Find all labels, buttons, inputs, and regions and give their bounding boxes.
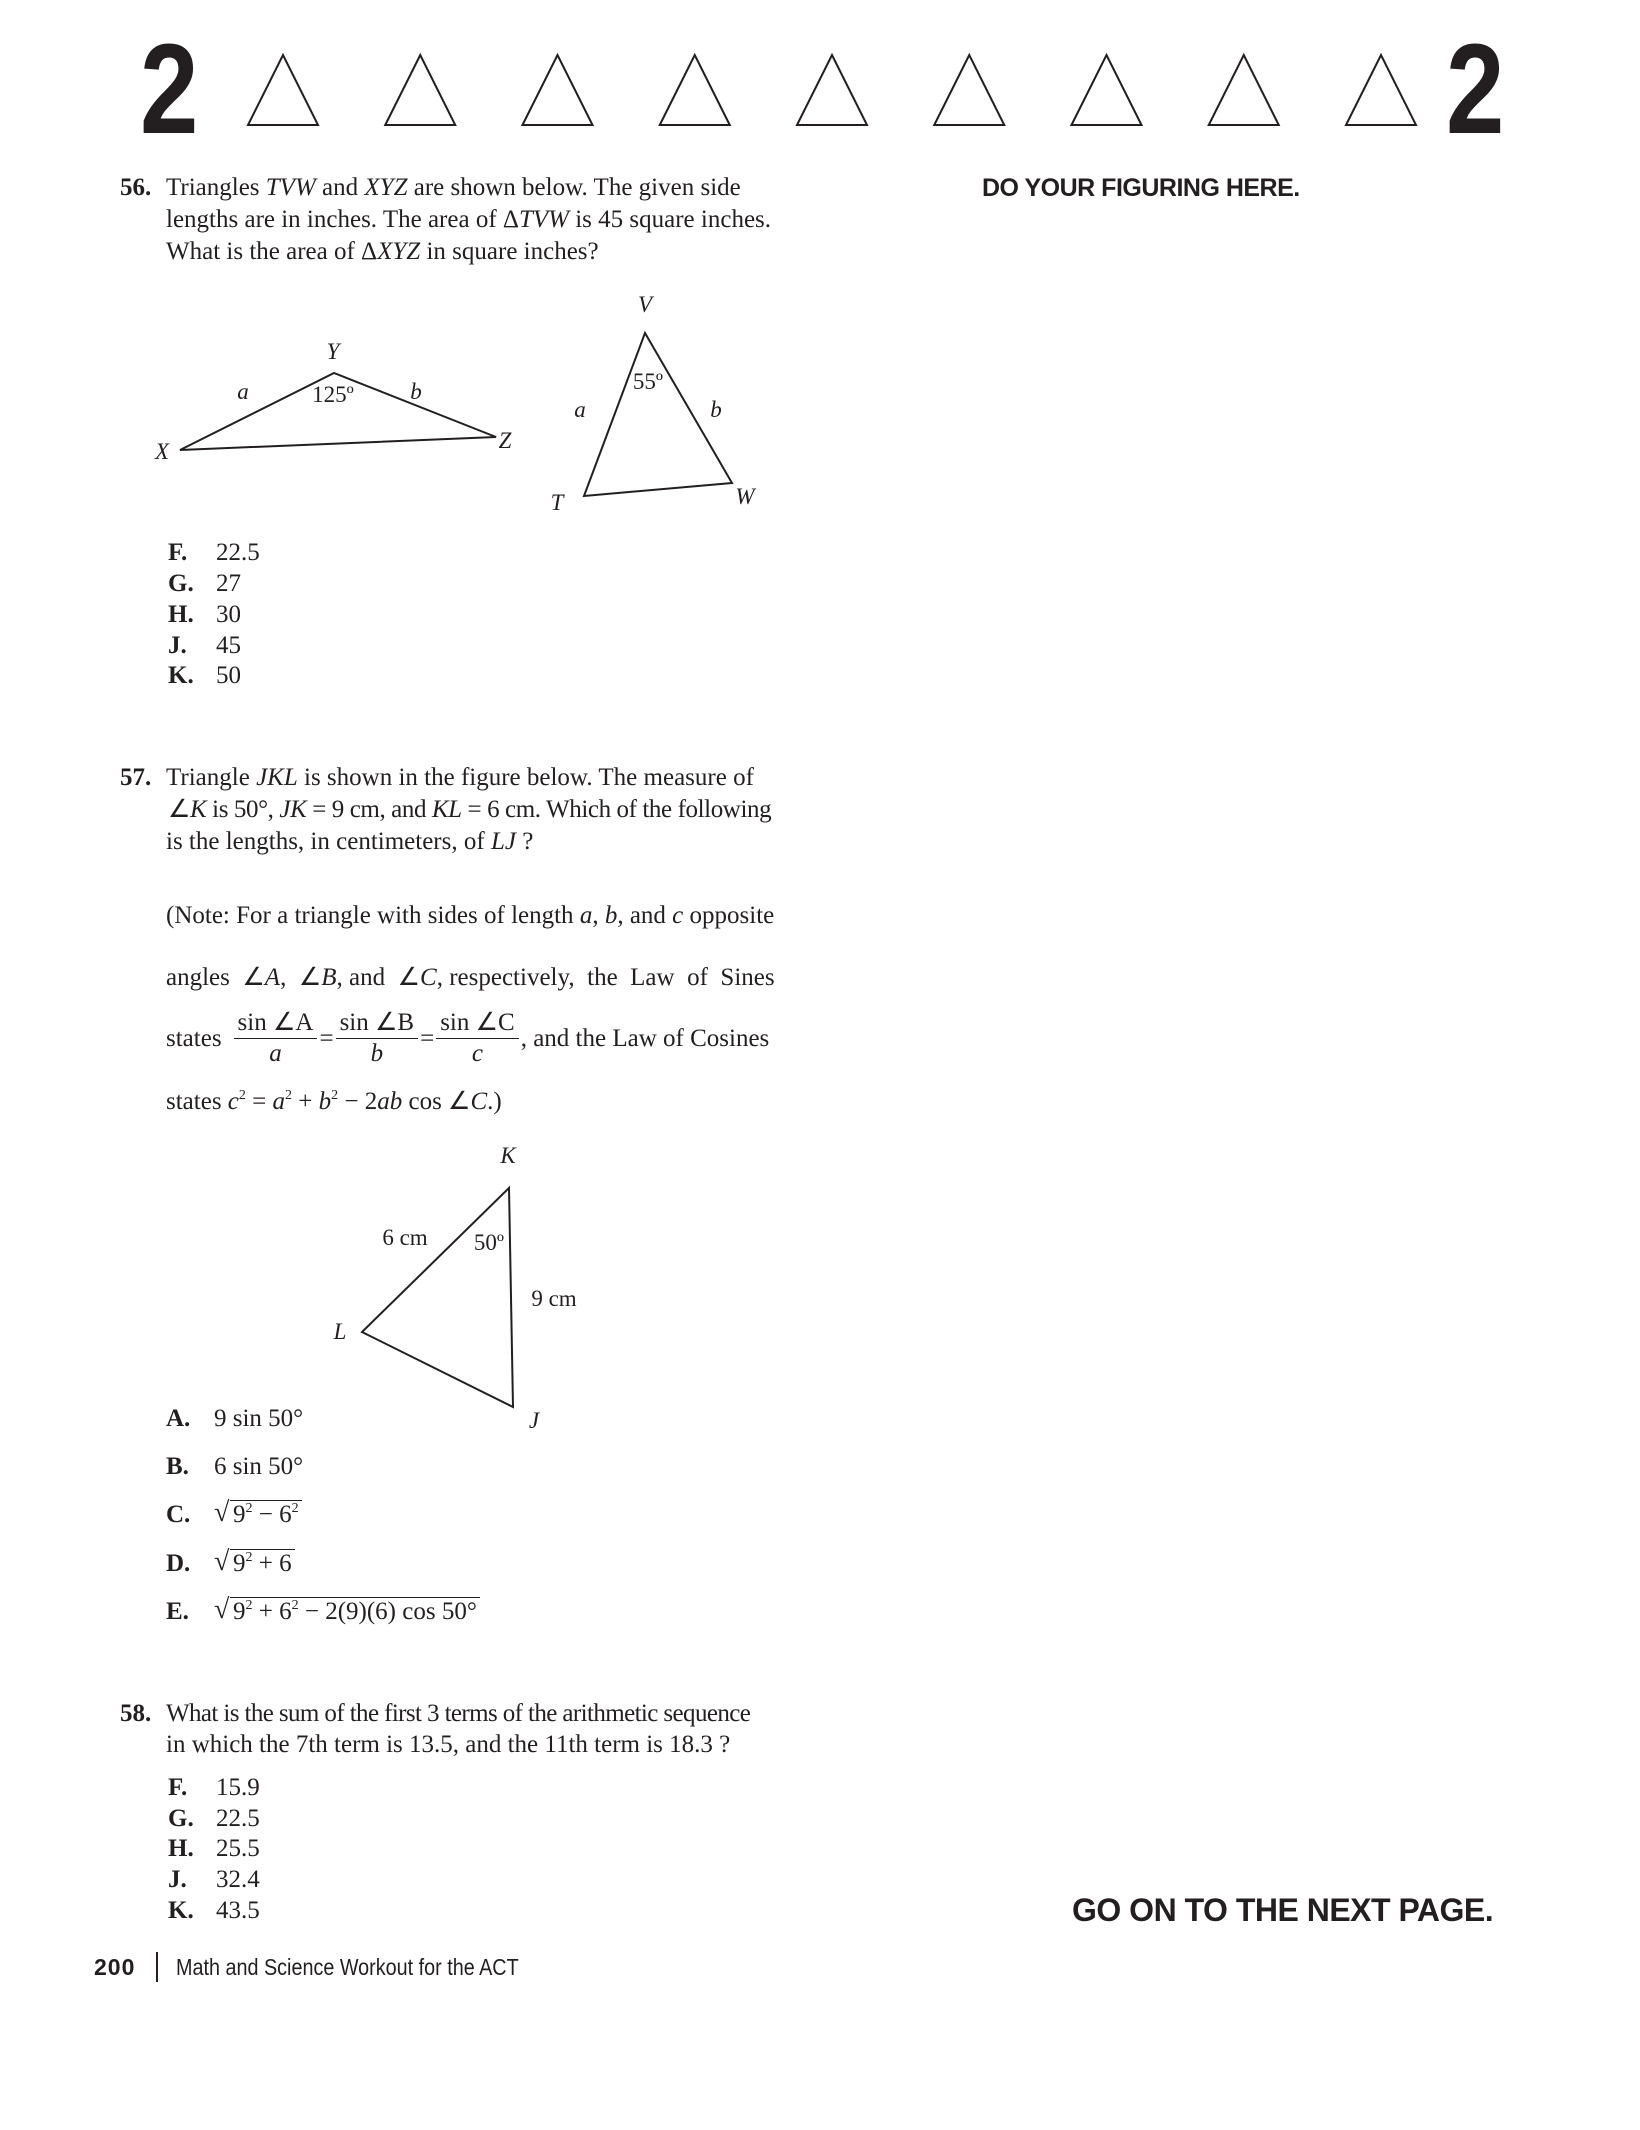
side-label-a: a bbox=[574, 397, 586, 422]
vertex-label-z: Z bbox=[498, 428, 512, 453]
choice-letter: B. bbox=[166, 1453, 189, 1480]
text: cos ∠ bbox=[402, 1088, 471, 1115]
choice-letter: E. bbox=[166, 1598, 189, 1625]
text: What is the area of Δ bbox=[166, 238, 378, 265]
answer-choice[interactable] bbox=[166, 1500, 302, 1530]
text: is shown in the figure below. The measure of bbox=[297, 764, 754, 791]
text: is 45 square inches. bbox=[568, 206, 772, 233]
denominator: a bbox=[269, 1040, 282, 1067]
choice-value: 25.5 bbox=[216, 1835, 260, 1862]
text: B bbox=[321, 964, 337, 991]
text: ? bbox=[515, 828, 534, 855]
exponent: 2 bbox=[245, 1598, 253, 1613]
triangle-jkl bbox=[362, 1188, 513, 1407]
text: , bbox=[592, 902, 605, 929]
choice-letter: K. bbox=[168, 1897, 194, 1924]
text: a bbox=[272, 1088, 286, 1115]
choice-letter: G. bbox=[168, 570, 194, 597]
exponent: 2 bbox=[291, 1501, 299, 1516]
text: angles ∠ bbox=[166, 964, 265, 991]
vertex-label-y: Y bbox=[326, 339, 340, 364]
answer-choice[interactable] bbox=[166, 1549, 295, 1579]
text: − 2(9)(6) cos 50° bbox=[298, 1598, 477, 1625]
text: b bbox=[604, 902, 618, 929]
text: .) bbox=[487, 1088, 502, 1115]
footer-divider bbox=[156, 1952, 158, 1982]
choice-value: 15.9 bbox=[216, 1774, 260, 1801]
text: − 6 bbox=[252, 1501, 292, 1528]
answer-choice[interactable] bbox=[168, 1804, 260, 1834]
text: = bbox=[245, 1088, 273, 1115]
triangle-icon bbox=[1209, 55, 1279, 125]
text: , and the Law of Cosines bbox=[520, 1024, 770, 1052]
text: JK bbox=[279, 796, 307, 823]
text: LJ bbox=[490, 828, 516, 855]
side-label-b: b bbox=[710, 397, 722, 422]
question-58-line-2: in which the 7th term is 13.5, and the 11th term is 18.3 ? bbox=[166, 1731, 731, 1758]
answer-choice[interactable] bbox=[166, 1404, 303, 1434]
text: A bbox=[264, 964, 281, 991]
choice-value: 22.5 bbox=[216, 1805, 260, 1832]
text: opposite bbox=[683, 902, 775, 929]
page-number: 200 bbox=[94, 1954, 136, 1980]
question-56-number: 56. bbox=[120, 174, 152, 201]
choice-value: 45 bbox=[216, 632, 241, 659]
text: states bbox=[166, 1024, 222, 1052]
text: , respectively, the Law of Sines bbox=[436, 964, 775, 991]
choice-letter: H. bbox=[168, 1835, 194, 1862]
text: , and bbox=[617, 902, 673, 929]
denominator: c bbox=[471, 1040, 483, 1067]
go-on-next-page-label: GO ON TO THE NEXT PAGE. bbox=[1072, 1892, 1494, 1928]
text: TVW bbox=[518, 206, 569, 233]
text: − 2 bbox=[338, 1088, 378, 1115]
answer-choice[interactable] bbox=[168, 1865, 260, 1895]
text: are shown below. The given side bbox=[407, 174, 741, 201]
side-label-b: b bbox=[410, 379, 422, 404]
choice-letter: C. bbox=[166, 1501, 191, 1528]
text: and bbox=[315, 174, 365, 201]
denominator: b bbox=[370, 1040, 384, 1067]
text: , and ∠ bbox=[336, 964, 421, 991]
choice-value: 27 bbox=[216, 570, 241, 597]
text: XYZ bbox=[377, 238, 421, 265]
side-label-kj: 9 cm bbox=[531, 1286, 577, 1311]
text: Triangles bbox=[166, 174, 266, 201]
text: a bbox=[579, 902, 593, 929]
vertex-label-j: J bbox=[528, 1408, 540, 1433]
triangle-icon bbox=[1072, 55, 1142, 125]
text: JKL bbox=[256, 764, 298, 791]
radicand bbox=[230, 1549, 295, 1578]
choice-value: 9 sin 50° bbox=[214, 1405, 304, 1432]
vertex-label-t: T bbox=[550, 490, 564, 515]
question-57-number: 57. bbox=[120, 764, 152, 791]
choice-value: 43.5 bbox=[216, 1897, 260, 1924]
vertex-label-k: K bbox=[500, 1143, 516, 1168]
choice-letter: K. bbox=[168, 662, 194, 689]
choice-letter: A. bbox=[166, 1405, 191, 1432]
text: ∠ bbox=[168, 796, 191, 823]
section-number-right: 2 bbox=[1446, 18, 1505, 161]
answer-choice[interactable] bbox=[168, 1896, 260, 1926]
answer-choice[interactable] bbox=[166, 1452, 303, 1482]
text: KL bbox=[431, 796, 462, 823]
text: 9 bbox=[233, 1501, 246, 1528]
vertex-label-l: L bbox=[333, 1319, 347, 1344]
text: , ∠ bbox=[280, 964, 322, 991]
text: + bbox=[292, 1088, 319, 1115]
choice-letter: J. bbox=[168, 632, 187, 659]
text: TVW bbox=[265, 174, 316, 201]
choice-letter: H. bbox=[168, 601, 194, 628]
text: in square inches? bbox=[420, 238, 599, 265]
vertex-label-v: V bbox=[637, 292, 653, 317]
side-label-kl: 6 cm bbox=[382, 1225, 428, 1250]
choice-letter: F. bbox=[168, 1774, 188, 1801]
choice-letter: J. bbox=[168, 1866, 187, 1893]
text: 9 bbox=[233, 1550, 246, 1577]
numerator: sin ∠C bbox=[436, 1008, 519, 1039]
book-title: Math and Science Workout for the ACT bbox=[176, 1954, 519, 1980]
exponent: 2 bbox=[245, 1501, 253, 1516]
exponent: 2 bbox=[285, 1088, 293, 1103]
radicand bbox=[230, 1500, 302, 1529]
square-root-icon bbox=[214, 1549, 295, 1579]
angle-label-v: 55º bbox=[632, 369, 664, 394]
figuring-area-label: DO YOUR FIGURING HERE. bbox=[982, 174, 1300, 202]
text: c bbox=[227, 1088, 239, 1115]
choice-value: 50 bbox=[216, 662, 241, 689]
text: is the lengths, in centimeters, of bbox=[166, 828, 491, 855]
section-number-left: 2 bbox=[140, 18, 199, 161]
question-number bbox=[120, 1698, 151, 1730]
exponent: 2 bbox=[245, 1550, 253, 1565]
square-root-icon bbox=[214, 1597, 480, 1627]
text: b bbox=[318, 1088, 332, 1115]
question-58-number: 58. bbox=[120, 1700, 152, 1727]
numerator: sin ∠A bbox=[234, 1008, 318, 1039]
text: (Note: For a triangle with sides of length bbox=[166, 902, 580, 929]
text: XYZ bbox=[364, 174, 408, 201]
equals-sign: = bbox=[319, 1024, 334, 1052]
answer-choice[interactable] bbox=[168, 1773, 260, 1803]
text: states bbox=[166, 1088, 228, 1115]
text: is 50°, bbox=[206, 796, 280, 823]
text: = 9 cm, and bbox=[306, 796, 432, 823]
text: 9 bbox=[233, 1598, 246, 1625]
choice-value: 32.4 bbox=[216, 1866, 260, 1893]
exponent: 2 bbox=[291, 1598, 299, 1613]
text: = 6 cm. Which of the following bbox=[461, 796, 772, 823]
text: + 6 bbox=[252, 1550, 292, 1577]
angle-label-k: 50º bbox=[473, 1230, 505, 1255]
side-label-a: a bbox=[237, 379, 249, 404]
choice-value: 6 sin 50° bbox=[214, 1453, 304, 1480]
answer-choice[interactable] bbox=[166, 1597, 480, 1627]
triangle-icon bbox=[1346, 55, 1416, 125]
text: C bbox=[470, 1088, 488, 1115]
exponent: 2 bbox=[238, 1088, 246, 1103]
choice-value: 30 bbox=[216, 601, 241, 628]
choice-letter: D. bbox=[166, 1550, 191, 1577]
choice-letter: F. bbox=[168, 539, 188, 566]
answer-choice[interactable] bbox=[168, 1834, 260, 1864]
text: C bbox=[420, 964, 437, 991]
vertex-label-x: X bbox=[154, 439, 170, 464]
triangle-icon bbox=[934, 55, 1004, 125]
radicand bbox=[230, 1597, 480, 1626]
vertex-label-w: W bbox=[735, 484, 755, 509]
exponent: 2 bbox=[331, 1088, 339, 1103]
text: c bbox=[672, 902, 684, 929]
text: Triangle bbox=[166, 764, 257, 791]
square-root-icon bbox=[214, 1500, 302, 1530]
angle-label-y: 125º bbox=[312, 382, 354, 407]
numerator: sin ∠B bbox=[336, 1008, 419, 1039]
text: + 6 bbox=[252, 1598, 292, 1625]
choice-letter: G. bbox=[168, 1805, 194, 1832]
equals-sign: = bbox=[420, 1024, 435, 1052]
text: K bbox=[190, 796, 207, 823]
question-58-line-1: What is the sum of the first 3 terms of the arithmetic sequence bbox=[166, 1700, 751, 1727]
question-57-figure bbox=[0, 0, 820, 1440]
text: lengths are in inches. The area of Δ bbox=[166, 206, 519, 233]
text: ab bbox=[377, 1088, 403, 1115]
choice-value: 22.5 bbox=[216, 539, 260, 566]
